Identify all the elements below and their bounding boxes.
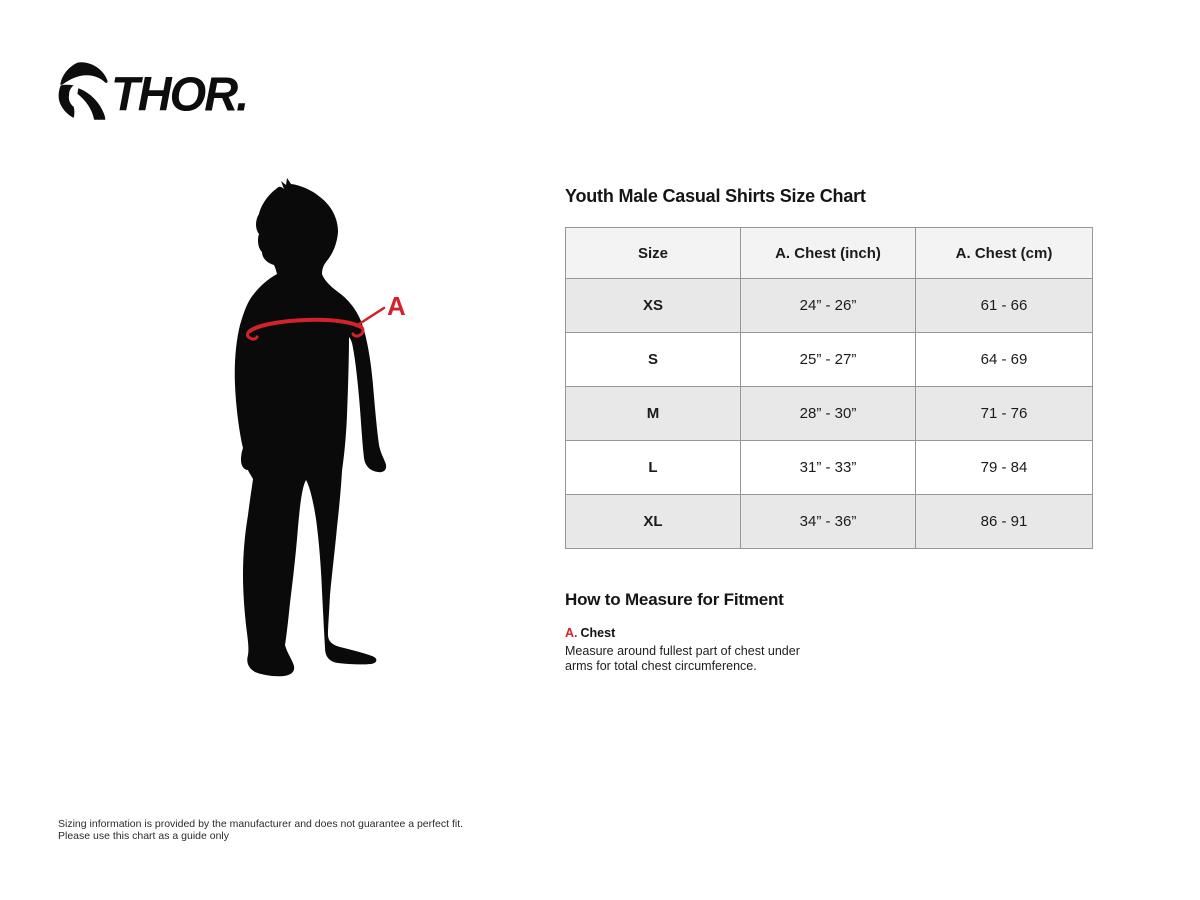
measure-item-label: Chest xyxy=(580,626,616,640)
brand-wordmark: THOR. xyxy=(111,66,248,121)
measure-item-title xyxy=(565,626,1092,640)
size-cell: XL xyxy=(566,495,741,549)
chest-cm-cell: 86 - 91 xyxy=(916,495,1093,549)
measurement-figure xyxy=(220,175,420,715)
size-cell: L xyxy=(566,441,741,495)
disclaimer-line-1: Sizing information is provided by the manufacturer and does not guarantee a perfect fit. xyxy=(58,818,464,830)
disclaimer xyxy=(58,818,463,842)
child-silhouette xyxy=(235,178,386,676)
size-cell: XS xyxy=(566,279,741,333)
size-chart-title: Youth Male Casual Shirts Size Chart xyxy=(565,186,866,206)
size-cell: S xyxy=(566,333,741,387)
measure-pointer-line xyxy=(356,308,384,326)
chest-cm-cell: 64 - 69 xyxy=(916,333,1093,387)
measure-item-key: A. xyxy=(565,626,578,640)
table-row xyxy=(566,387,1093,441)
chest-inch-cell: 25” - 27” xyxy=(741,333,916,387)
size-chart-section xyxy=(565,186,1092,674)
chest-inch-cell: 34” - 36” xyxy=(741,495,916,549)
table-header-row xyxy=(566,228,1093,279)
chest-cm-cell: 61 - 66 xyxy=(916,279,1093,333)
chest-inch-cell: 24” - 26” xyxy=(741,279,916,333)
column-header-chest-cm: A. Chest (cm) xyxy=(916,228,1093,279)
chest-cm-cell: 79 - 84 xyxy=(916,441,1093,495)
size-chart-table xyxy=(565,227,1093,549)
table-row xyxy=(566,333,1093,387)
measure-item-description: Measure around fullest part of chest under arms for total chest circumference. xyxy=(565,644,800,673)
how-to-measure-section xyxy=(565,590,1092,674)
chest-cm-cell: 71 - 76 xyxy=(916,387,1093,441)
goat-head-icon xyxy=(57,60,109,122)
disclaimer-line-2: Please use this chart as a guide only xyxy=(58,830,230,842)
thor-logo xyxy=(57,60,247,122)
chest-inch-cell: 31” - 33” xyxy=(741,441,916,495)
chest-annotation-label: A xyxy=(387,291,406,321)
column-header-chest-inch: A. Chest (inch) xyxy=(741,228,916,279)
table-row xyxy=(566,441,1093,495)
column-header-size: Size xyxy=(566,228,741,279)
table-row xyxy=(566,279,1093,333)
table-row xyxy=(566,495,1093,549)
how-to-measure-heading: How to Measure for Fitment xyxy=(565,590,784,609)
chest-inch-cell: 28” - 30” xyxy=(741,387,916,441)
size-cell: M xyxy=(566,387,741,441)
